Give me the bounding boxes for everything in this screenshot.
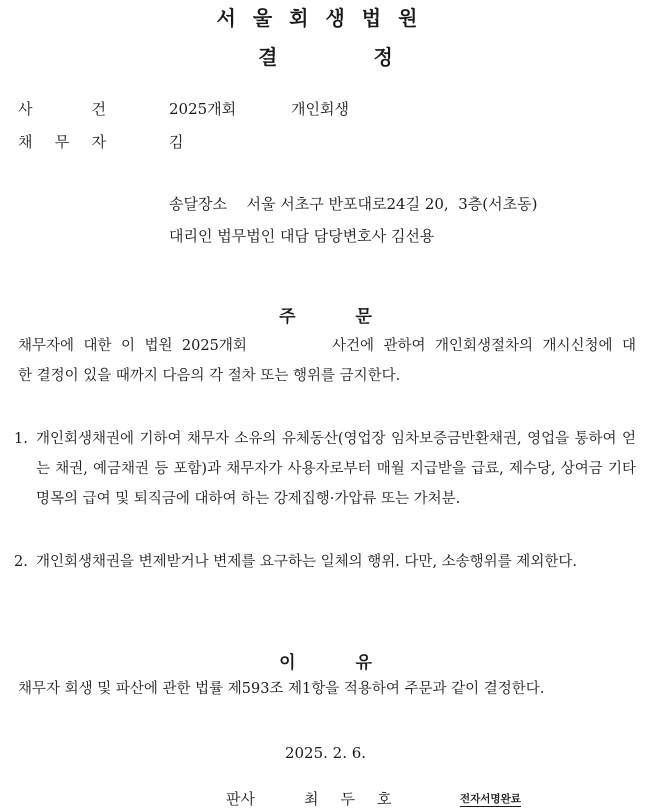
debtor-label-char: 무: [54, 133, 70, 151]
order-item-number: 1.: [14, 431, 28, 447]
e-signature-stamp: 전자서명완료: [460, 793, 521, 805]
case-number: 2025개회: [169, 100, 237, 118]
case-label: [18, 98, 106, 119]
reason-heading: 이유: [279, 653, 432, 673]
order-intro-line2: 한 결정이 있을 때까지 다음의 각 절차 또는 행위를 금지한다.: [18, 368, 401, 384]
agent-line: 대리인 법무법인 대담 담당변호사 김선용: [169, 227, 435, 245]
case-label-char: 건: [91, 100, 106, 118]
delivery-place-label: 송달장소: [169, 195, 227, 213]
order-intro-line1: 채무자에 대한 이 법원 2025개회 사건에 관하여 개인회생절차의 개시신청에 대: [18, 338, 636, 354]
order-item-number: 2.: [14, 554, 28, 570]
court-name: 서울회생법원: [216, 6, 435, 30]
delivery-place: 서울 서초구 반포대로24길 20, 3층(서초동): [246, 195, 538, 213]
case-name: 개인회생: [291, 100, 349, 118]
order-item-1: [14, 424, 636, 514]
reason-text: 채무자 회생 및 파산에 관한 법률 제593조 제1항을 적용하여 주문과 같이 결정한다.: [18, 681, 545, 697]
debtor-label-char: 자: [91, 133, 106, 151]
decision-date: 2025. 2. 6.: [284, 744, 367, 762]
case-label-char: 사: [18, 100, 33, 118]
order-item-text: 개인회생채권을 변제받거나 변제를 요구하는 일체의 행위. 다만, 소송행위를 제외한다.: [36, 554, 577, 570]
delivery-place-line: [169, 193, 537, 214]
judge-name: 최두호: [304, 790, 414, 808]
debtor-name: 김: [169, 133, 184, 151]
order-heading: 주문: [279, 307, 432, 327]
document-type: 결정: [258, 45, 489, 69]
order-item-2: [14, 547, 636, 577]
debtor-label-char: 채: [18, 133, 33, 151]
order-item-text: 개인회생채권에 기하여 채무자 소유의 유체동산(영업장 임차보증금반환채권, 영업을 통하여 얻는 채권, 예금채권 등 포함)과 채무자가 사용자로부터 매월 지급받을 급료, 제수당, 상여금 기타 명목의 급여 및 퇴직금에 대하여 하는 강제집행·가압류 또는 가처분.: [36, 431, 636, 507]
judge-label: 판사: [226, 790, 255, 808]
debtor-label: [18, 131, 106, 152]
